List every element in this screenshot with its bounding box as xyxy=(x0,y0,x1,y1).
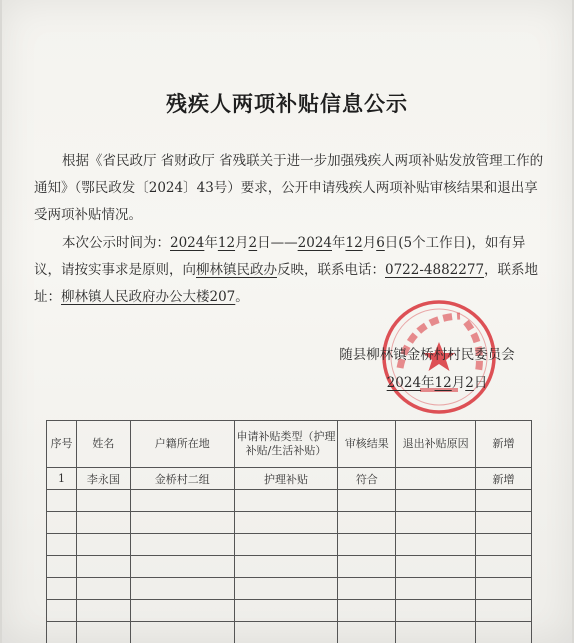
table-cell xyxy=(338,600,396,622)
table-cell xyxy=(476,622,532,643)
col-header: 审核结果 xyxy=(338,421,396,468)
sig-year: 2024 xyxy=(386,375,422,391)
table-cell xyxy=(234,622,338,643)
table-cell: 符合 xyxy=(338,468,396,490)
signature-date xyxy=(302,371,552,395)
duration-text: 日(5个工作日)，如有异议，请按实事求是原则，向 xyxy=(34,235,526,278)
table-cell xyxy=(234,512,338,534)
page-title: 残疾人两项补贴信息公示 xyxy=(166,91,408,116)
col-header: 退出补贴原因 xyxy=(396,421,476,468)
table-cell xyxy=(130,490,234,512)
table-cell xyxy=(396,556,476,578)
table-cell xyxy=(76,490,130,512)
table-cell xyxy=(396,512,476,534)
table-cell: 金桥村二组 xyxy=(130,468,234,490)
table-cell xyxy=(76,512,130,534)
table-row xyxy=(47,512,532,534)
table-cell: 1 xyxy=(47,468,77,490)
sig-day-label: 日 xyxy=(473,375,488,391)
start-month: 12 xyxy=(217,235,236,251)
intro-paragraph: 根据《省民政厅 省财政厅 省残联关于进一步加强残疾人两项补贴发放管理工作的通知》（鄂民政发〔2024〕43号）要求，公开申请残疾人两项补贴审核结果和退出享受两项补贴情况。 xyxy=(34,153,544,223)
end-month: 12 xyxy=(345,235,363,251)
table-cell xyxy=(476,490,532,512)
table-cell xyxy=(234,556,338,578)
table-row xyxy=(47,534,532,556)
year-label: 年 xyxy=(332,235,346,251)
table-row xyxy=(47,468,532,490)
year-label: 年 xyxy=(204,235,218,251)
month-label: 月 xyxy=(362,235,377,251)
table-cell xyxy=(76,534,130,556)
dash: —— xyxy=(270,235,298,251)
table-cell xyxy=(396,490,476,512)
sig-month-label: 月 xyxy=(451,375,466,391)
table-cell xyxy=(47,578,77,600)
table-cell xyxy=(47,534,77,556)
table-cell xyxy=(76,600,130,622)
col-header: 姓名 xyxy=(76,421,130,468)
table-cell xyxy=(338,556,396,578)
col-header: 申请补贴类型（护理补贴/生活补贴） xyxy=(234,421,338,468)
table-cell xyxy=(338,622,396,643)
table-cell xyxy=(130,534,234,556)
table-cell: 新增 xyxy=(476,468,532,490)
table-cell xyxy=(476,534,532,556)
end-year: 2024 xyxy=(297,235,332,251)
contact-label: 反映，联系电话： xyxy=(277,262,385,278)
table-cell xyxy=(338,578,396,600)
table-cell xyxy=(234,490,338,512)
table-cell: 护理补贴 xyxy=(234,468,338,490)
table-cell xyxy=(338,490,396,512)
table-cell xyxy=(47,556,77,578)
table-cell: 李永国 xyxy=(76,468,130,490)
phone-number: 0722-4882277 xyxy=(385,262,485,278)
col-header: 户籍所在地 xyxy=(130,421,234,468)
document-paper xyxy=(2,0,572,643)
table-row xyxy=(47,600,532,622)
signature-block xyxy=(302,343,552,395)
sig-year-label: 年 xyxy=(421,375,435,391)
table-cell xyxy=(76,556,130,578)
table-header-row xyxy=(47,421,532,468)
table-cell xyxy=(76,622,130,643)
table-cell xyxy=(396,468,476,490)
table-row xyxy=(47,622,532,643)
table-cell xyxy=(234,600,338,622)
table-cell xyxy=(47,622,77,643)
table-cell xyxy=(76,578,130,600)
col-header: 序号 xyxy=(47,421,77,468)
sig-month: 12 xyxy=(434,375,452,391)
address-label: ，联系地址： xyxy=(34,262,539,305)
notice-prefix: 本次公示时间为： xyxy=(62,235,170,251)
table-cell xyxy=(338,534,396,556)
table-cell xyxy=(47,512,77,534)
table-cell xyxy=(476,512,532,534)
end-day: 6 xyxy=(376,235,385,251)
col-header: 新增 xyxy=(476,421,532,468)
end-mark: 。 xyxy=(235,289,249,305)
month-label: 月 xyxy=(235,235,249,251)
office-name: 柳林镇民政办 xyxy=(196,262,277,278)
table-cell xyxy=(130,622,234,643)
signature-org: 随县柳林镇金桥村村民委员会 xyxy=(339,347,515,363)
table-cell xyxy=(130,600,234,622)
table-cell xyxy=(396,578,476,600)
sig-day: 2 xyxy=(465,375,474,391)
table-cell xyxy=(47,600,77,622)
table-cell xyxy=(47,490,77,512)
subsidy-table xyxy=(46,420,532,643)
table-row xyxy=(47,490,532,512)
table-cell xyxy=(130,512,234,534)
table-cell xyxy=(476,578,532,600)
start-year: 2024 xyxy=(170,235,205,251)
table-cell xyxy=(234,578,338,600)
table-cell xyxy=(396,622,476,643)
address: 柳林镇人民政府办公大楼207 xyxy=(61,289,236,305)
table-row xyxy=(47,578,532,600)
table-cell xyxy=(234,534,338,556)
start-day: 2 xyxy=(248,235,258,251)
table-cell xyxy=(476,600,532,622)
day-label: 日 xyxy=(257,235,271,251)
table-cell xyxy=(476,556,532,578)
table-cell xyxy=(396,534,476,556)
table-cell xyxy=(396,600,476,622)
table-cell xyxy=(130,556,234,578)
table-cell xyxy=(338,512,396,534)
table-cell xyxy=(130,578,234,600)
table-row xyxy=(47,556,532,578)
